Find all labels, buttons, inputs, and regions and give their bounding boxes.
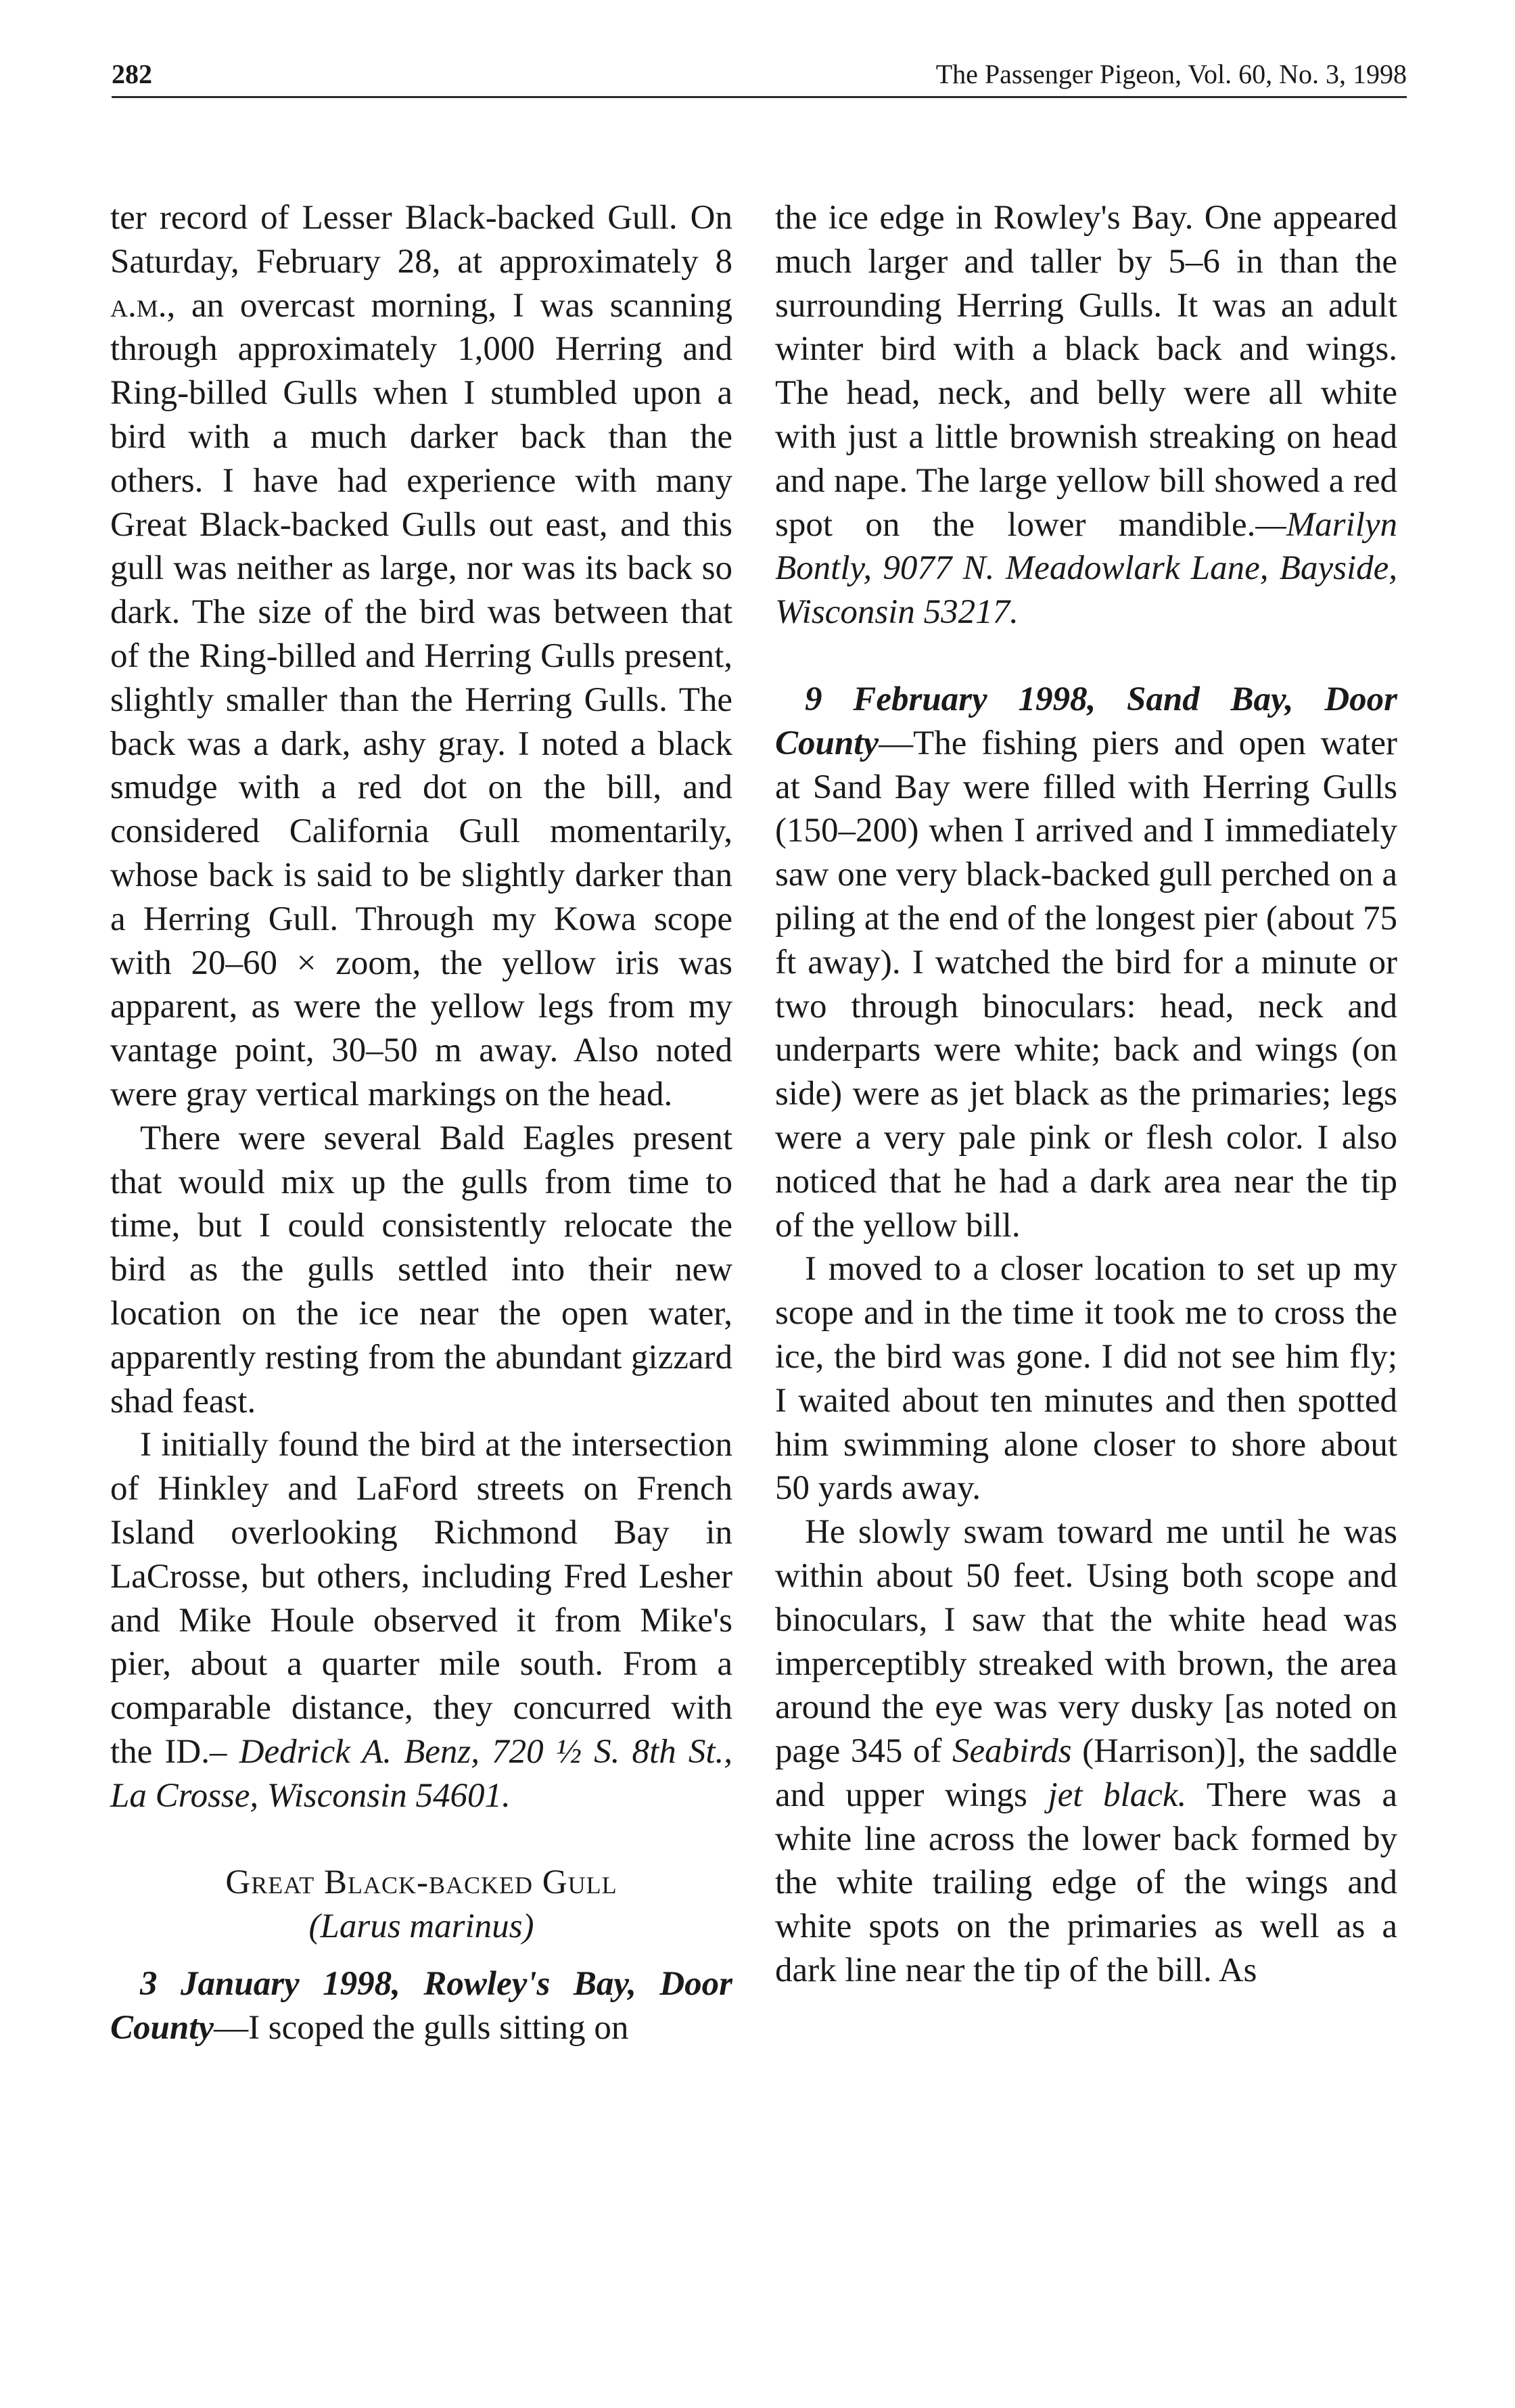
paragraph-text: , an overcast morning, I was scanning through approximately 1,000 Herring and Ring-billed Gulls when I stumbled upon a bird with a much darker back than the others. I have had experience with many Great Black-backed Gulls out east, and this gull was neither as large, nor was its back so dark. The size of the bird was between that of the Ring-billed and Herring Gulls present, slightly smaller than the Herring Gulls. The back was a dark, ashy gray. I noted a black smudge with a red dot on the bill, and considered California Gull momentarily, whose back is said to be slightly darker than a Herring Gull. Through my Kowa scope with 20–60 × zoom, the yellow iris was apparent, as were the yellow legs from my vantage point, 30–50 m away. Also noted were gray vertical markings on the head. <box>110 286 732 1113</box>
paragraph <box>775 1510 1397 1993</box>
species-scientific-name: (Larus marinus) <box>308 1907 534 1946</box>
record-entry <box>775 678 1397 1247</box>
paragraph-text: I initially found the bird at the intersection of Hinkley and LaFord streets on French Island overlooking Richmond Bay in LaCrosse, but others, including Fred Lesher and Mike Houle observed it from Mike's pier, about a quarter mile south. From a comparable distance, they concurred with the ID.– <box>110 1426 732 1771</box>
emphasis: jet black. <box>1048 1776 1187 1814</box>
paragraph-text: There was a white line across the lower back formed by the white trailing edge of the wings and white spots on the primaries as well as a dark line near the tip of the bill. As <box>775 1776 1398 1990</box>
species-heading <box>110 1861 732 1949</box>
running-head <box>112 54 1407 98</box>
book-title: Seabirds <box>952 1732 1072 1771</box>
journal-title: The Passenger Pigeon, Vol. 60, No. 3, 1998 <box>935 59 1407 89</box>
paragraph: I moved to a closer location to set up my scope and in the time it took me to cross the ice, the bird was gone. I did not see him fly; I waited about ten minutes and then spotted him swimming alone closer to shore about 50 yards away. <box>775 1250 1397 1508</box>
right-column <box>775 196 1397 1993</box>
author-signature: Dedrick A. Benz, 720 ½ S. 8th St., La Crosse, Wisconsin 54601. <box>110 1732 733 1815</box>
paragraph: There were several Bald Eagles present that would mix up the gulls from time to time, but I could consistently relocate the bird as the gulls settled into their new location on the ice near the open water, apparently resting from the abundant gizzard shad feast. <box>110 1119 732 1420</box>
paragraph-text: ter record of Lesser Black-backed Gull. On Saturday, February 28, at approximately 8 <box>110 199 732 281</box>
paragraph-continued <box>110 196 732 1117</box>
paragraph-continued <box>775 196 1397 634</box>
paragraph-text: (Harrison)], the saddle and upper wings <box>775 1732 1397 1814</box>
entry-date-location: 9 February 1998, Sand Bay, Door County <box>775 680 1397 762</box>
entry-text: —The fishing piers and open water at Sand Bay were filled with Herring Gulls (150–200) when I arrived and I immediately saw one very black-backed gull perched on a piling at the end of the longest pier (about 75 ft away). I watched the bird for a minute or two through binoculars: head, neck and underparts were white; back and wings (on side) were as jet black as the primaries; legs were a very pale pink or flesh color. I also noticed that he had a dark area near the tip of the yellow bill. <box>775 724 1397 1245</box>
time-abbreviation: a.m. <box>110 286 167 325</box>
paragraph-text: the ice edge in Rowley's Bay. One appeared much larger and taller by 5–6 in than the surrounding Herring Gulls. It was an adult winter bird with a black back and wings. The head, neck, and belly were all white with just a little brownish streaking on head and nape. The large yellow bill showed a red spot on the lower mandible. <box>775 199 1397 544</box>
entry-date-location: 3 January 1998, Rowley's Bay, Door County <box>110 1965 732 2047</box>
paragraph <box>110 1423 732 1817</box>
left-column <box>110 196 732 2050</box>
species-common-name: Great Black-backed Gull <box>225 1863 617 1902</box>
page-number: 282 <box>112 59 152 89</box>
paragraph-text: He slowly swam toward me until he was within about 50 feet. Using both scope and binoculars, I saw that the white head was imperceptibly streaked with brown, the area around the eye was very dusky [as noted on page 345 of <box>775 1513 1397 1771</box>
author-signature: —Marilyn Bontly, 9077 N. Meadowlark Lane, Bayside, Wisconsin 53217. <box>775 505 1397 632</box>
entry-text: —I scoped the gulls sitting on <box>214 2008 629 2047</box>
record-entry <box>110 1962 732 2050</box>
